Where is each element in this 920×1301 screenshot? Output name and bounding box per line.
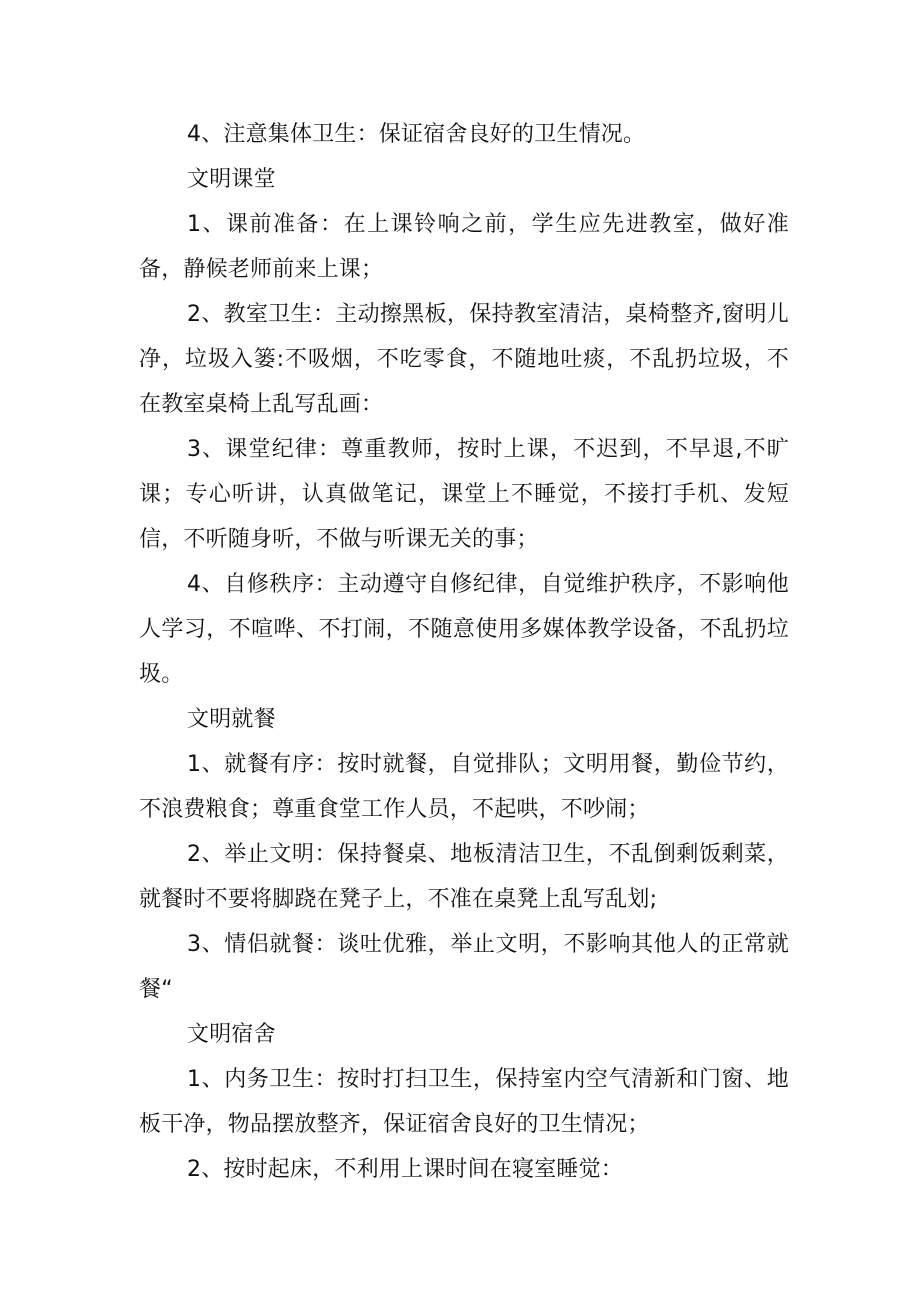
paragraph-orderly-dining: 1、就餐有序：按时就餐，自觉排队；文明用餐，勤俭节约，不浪费粮食；尊重食堂工作人员，不起哄，不吵闹；: [139, 752, 789, 822]
paragraph-self-study-order: 4、自修秩序：主动遵守自修纪律，自觉维护秩序，不影响他人学习，不喧哗、不打闹，不随意使用多媒体教学设备，不乱扔垃圾。: [139, 572, 789, 687]
paragraph-item-4-collective-hygiene: 4、注意集体卫生：保证宿舍良好的卫生情况。: [187, 122, 646, 147]
paragraph-civil-behavior: 2、举止文明：保持餐桌、地板清洁卫生，不乱倒剩饭剩菜，就餐时不要将脚跷在凳子上，不准在桌凳上乱写乱划;: [139, 842, 789, 912]
section-heading-civilized-dormitory: 文明宿舍: [187, 1022, 276, 1047]
paragraph-wake-up-on-time: 2、按时起床，不利用上课时间在寝室睡觉：: [187, 1157, 623, 1182]
paragraph-classroom-hygiene: 2、教室卫生：主动擦黑板，保持教室清洁，桌椅整齐,窗明儿净，垃圾入篓:不吸烟，不吃零食，不随地吐痰，不乱扔垃圾，不在教室桌椅上乱写乱画：: [139, 302, 789, 417]
section-heading-civilized-dining: 文明就餐: [187, 707, 276, 732]
section-heading-civilized-classroom: 文明课堂: [187, 167, 276, 192]
document-body: [139, 112, 789, 1192]
paragraph-class-preparation: 1、课前准备：在上课铃响之前，学生应先进教室，做好准备，静候老师前来上课；: [139, 212, 789, 282]
paragraph-dorm-hygiene: 1、内务卫生：按时打扫卫生，保持室内空气清新和门窗、地板干净，物品摆放整齐，保证宿舍良好的卫生情况；: [139, 1067, 789, 1137]
paragraph-classroom-discipline: 3、课堂纪律：尊重教师，按时上课，不迟到，不早退,不旷课；专心听讲，认真做笔记，课堂上不睡觉，不接打手机、发短信，不听随身听，不做与听课无关的事；: [139, 437, 789, 552]
paragraph-couple-dining: 3、情侣就餐：谈吐优雅，举止文明，不影响其他人的正常就餐“: [139, 932, 789, 1002]
